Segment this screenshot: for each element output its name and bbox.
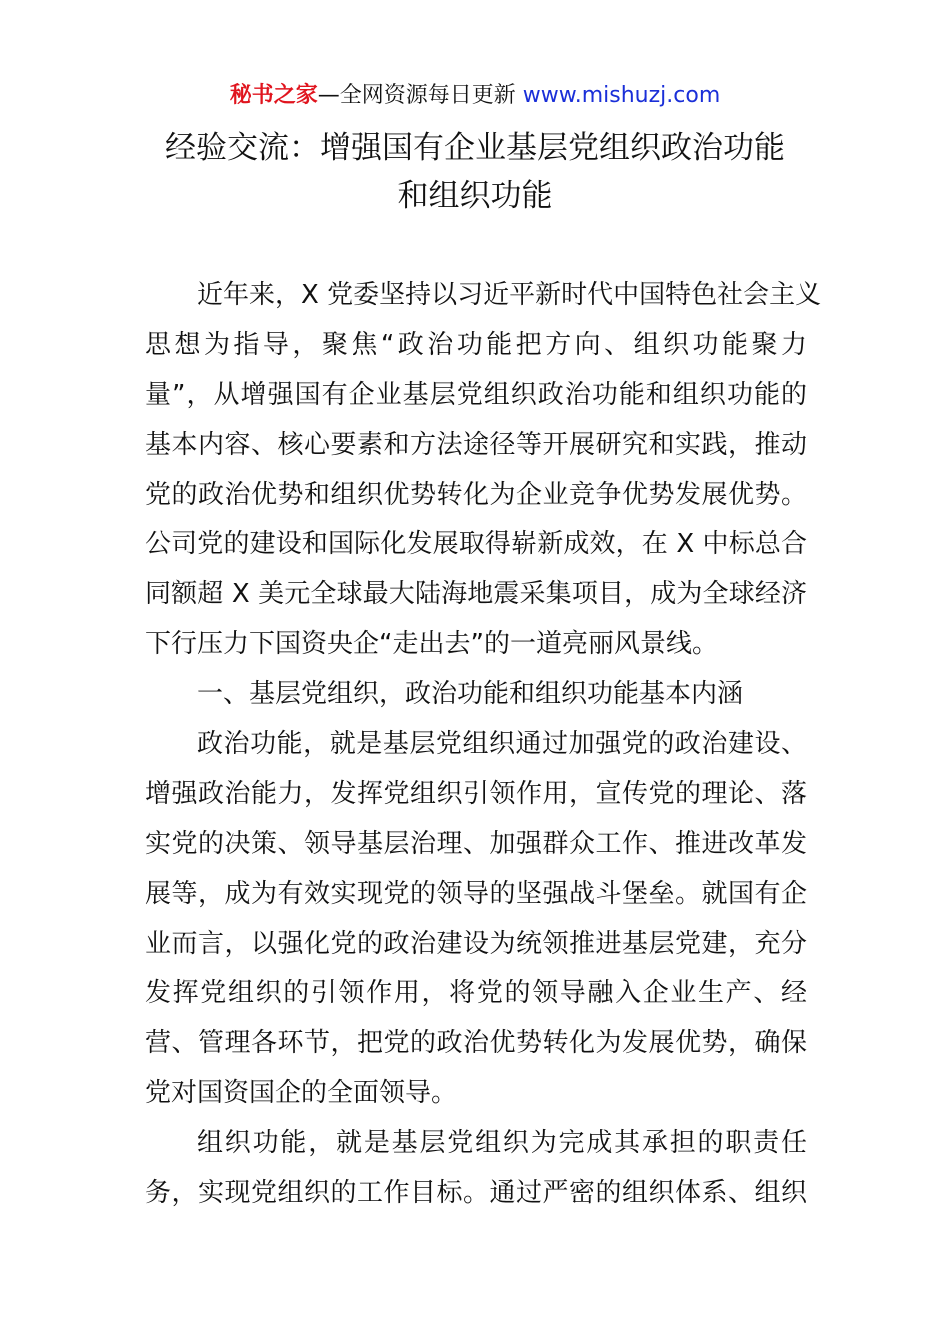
paragraph-line: 公司党的建设和国际化发展取得崭新成效，在 X 中标总合 xyxy=(145,529,807,560)
brand-name: 秘书之家 xyxy=(229,83,318,108)
paragraph-line: 实党的决策、领导基层治理、加强群众工作、推进改革发 xyxy=(145,828,807,859)
paragraph-line: 业而言，以强化党的政治建设为统领推进基层党建，充分 xyxy=(145,928,807,959)
paragraph-line: 近年来，X 党委坚持以习近平新时代中国特色社会主义 xyxy=(197,280,822,310)
paragraph-line: 务，实现党组织的工作目标。通过严密的组织体系、组织 xyxy=(145,1178,807,1209)
paragraph-line: 量”，从增强国有企业基层党组织政治功能和组织功能的 xyxy=(145,379,807,410)
paragraph-line: 增强政治能力，发挥党组织引领作用，宣传党的理论、落 xyxy=(145,778,807,809)
paragraph-line: 营、管理各环节，把党的政治优势转化为发展优势，确保 xyxy=(145,1028,807,1059)
title-line-1: 经验交流：增强国有企业基层党组织政治功能 xyxy=(165,130,785,166)
paragraph-line: 同额超 X 美元全球最大陆海地震采集项目，成为全球经济 xyxy=(145,579,807,610)
paragraph-line: 党的政治优势和组织优势转化为企业竞争优势发展优势。 xyxy=(145,479,807,510)
paragraph-line: 党对国资国企的全面领导。 xyxy=(145,1078,458,1109)
document-body xyxy=(145,271,822,1219)
paragraph-line: 政治功能，就是基层党组织通过加强党的政治建设、 xyxy=(197,729,807,760)
document-title xyxy=(120,124,830,220)
paragraph-line: 基本内容、核心要素和方法途径等开展研究和实践，推动 xyxy=(145,429,807,460)
paragraph-line: 展等，成为有效实现党的领导的坚强战斗堡垒。就国有企 xyxy=(145,878,807,909)
title-line-2: 和组织功能 xyxy=(397,178,553,214)
site-url-link[interactable]: www.mishuzj.com xyxy=(522,83,721,108)
header-slogan: —全网资源每日更新 xyxy=(317,83,516,108)
paragraph-line: 思想为指导，聚焦“政治功能把方向、组织功能聚力 xyxy=(145,329,807,360)
paragraph-line: 组织功能，就是基层党组织为完成其承担的职责任 xyxy=(197,1128,807,1159)
paragraph-line: 发挥党组织的引领作用，将党的领导融入企业生产、经 xyxy=(145,978,807,1009)
section-heading: 一、基层党组织，政治功能和组织功能基本内涵 xyxy=(197,679,744,710)
paragraph-line: 下行压力下国资央企“走出去”的一道亮丽风景线。 xyxy=(145,629,718,660)
site-header xyxy=(0,80,950,112)
